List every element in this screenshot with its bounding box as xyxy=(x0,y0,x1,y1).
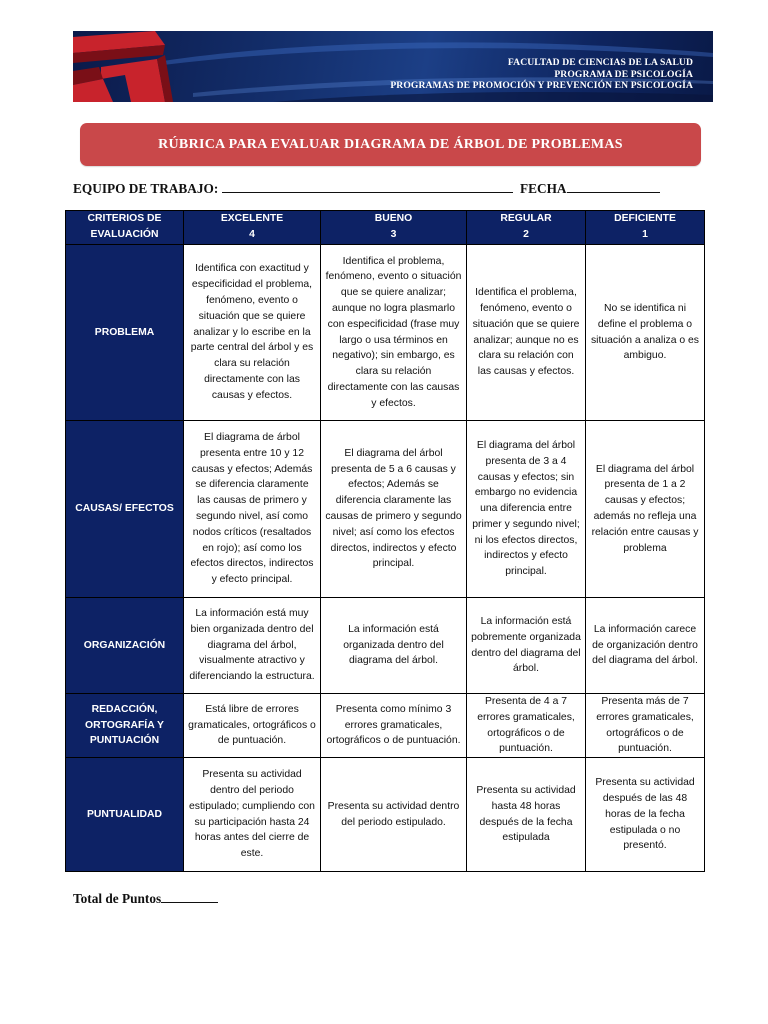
date-label: FECHA xyxy=(519,181,567,196)
table-row xyxy=(66,598,705,694)
cell-problema-bueno: Identifica el problema, fenómeno, evento o situación que se quiere analizar; aunque no logra plasmarlo con especificidad (frase muy largo o usa términos en negativo); sin embargo, es clara su relación directamente con las causas y efectos. xyxy=(321,245,467,421)
total-points-label: Total de Puntos xyxy=(73,891,162,906)
cell-problema-excelente: Identifica con exactitud y especificidad el problema, fenómeno, evento o situación que se quiere analizar y lo escribe en la parte central del árbol y es clara su relación directamente con las causas y efectos. xyxy=(184,245,321,421)
cell-puntualidad-regular: Presenta su actividad hasta 48 horas después de la fecha estipulada xyxy=(467,758,586,872)
cell-puntualidad-bueno: Presenta su actividad dentro del periodo estipulado. xyxy=(321,758,467,872)
rubric-table xyxy=(65,210,705,872)
team-label: EQUIPO DE TRABAJO xyxy=(73,181,214,196)
cell-redaccion-deficiente: Presenta más de 7 errores gramaticales, ortográficos o de puntuación. xyxy=(586,694,705,758)
cell-organizacion-bueno: La información está organizada dentro del diagrama del árbol. xyxy=(321,598,467,694)
table-header-row xyxy=(66,211,705,245)
team-separator: : xyxy=(213,181,219,196)
rubric-title: RÚBRICA PARA EVALUAR DIAGRAMA DE ÁRBOL DE PROBLEMAS xyxy=(80,123,701,166)
criterion-redaccion: REDACCIÓN, ORTOGRAFÍA Y PUNTUACIÓN xyxy=(66,694,184,758)
cell-redaccion-regular: Presenta de 4 a 7 errores gramaticales, ortográficos o de puntuación. xyxy=(467,694,586,758)
criterion-problema: PROBLEMA xyxy=(66,245,184,421)
table-row xyxy=(66,694,705,758)
faculty-header-text xyxy=(390,57,693,92)
criterion-puntualidad: PUNTUALIDAD xyxy=(66,758,184,872)
criterion-organizacion: ORGANIZACIÓN xyxy=(66,598,184,694)
cell-causas-regular: El diagrama del árbol presenta de 3 a 4 causas y efectos; sin embargo no evidencia una diferencia entre primer y segundo nivel; ni los efectos directos, indirectos y efecto principal. xyxy=(467,421,586,598)
cell-puntualidad-deficiente: Presenta su actividad después de las 48 horas de la fecha estipulada o no presentó. xyxy=(586,758,705,872)
cell-causas-bueno: El diagrama del árbol presenta de 5 a 6 causas y efectos; Además se diferencia claramente las causas de primero y segundo nivel; así como los efectos directos, indirectos y efecto principal. xyxy=(321,421,467,598)
team-date-line xyxy=(73,180,660,197)
program-name: PROGRAMA DE PSICOLOGÍA xyxy=(554,68,693,80)
date-blank[interactable] xyxy=(567,180,660,193)
header-regular: REGULAR 2 xyxy=(467,211,586,245)
faculty-name: FACULTAD DE CIENCIAS DE LA SALUD xyxy=(507,57,693,68)
cell-causas-deficiente: El diagrama del árbol presenta de 1 a 2 causas y efectos; además no refleja una relación entre causas y problema xyxy=(586,421,705,598)
cell-redaccion-bueno: Presenta como mínimo 3 errores gramaticales, ortográficos o de puntuación. xyxy=(321,694,467,758)
university-logo-icon xyxy=(73,31,183,102)
table-row xyxy=(66,245,705,421)
criterion-causas-efectos: CAUSAS/ EFECTOS xyxy=(66,421,184,598)
table-row xyxy=(66,758,705,872)
cell-redaccion-excelente: Está libre de errores gramaticales, ortográficos o de puntuación. xyxy=(184,694,321,758)
cell-organizacion-excelente: La información está muy bien organizada dentro del diagrama del árbol, visualmente atractivo y diferenciando la estructura. xyxy=(184,598,321,694)
total-points-blank[interactable] xyxy=(161,891,218,903)
header-deficiente: DEFICIENTE 1 xyxy=(586,211,705,245)
cell-causas-excelente: El diagrama de árbol presenta entre 10 y 12 causas y efectos; Además se diferencia claramente las causas de primero y segundo nivel, así como nodos críticos (resaltados en rojo); así como los efectos directos, indirectos y efecto principal. xyxy=(184,421,321,598)
cell-puntualidad-excelente: Presenta su actividad dentro del periodo estipulado; cumpliendo con su participación hasta 24 horas antes del cierre de este. xyxy=(184,758,321,872)
header-bueno: BUENO 3 xyxy=(321,211,467,245)
programs-subtitle: PROGRAMAS DE PROMOCIÓN Y PREVENCIÓN EN PSICOLOGÍA xyxy=(390,80,693,91)
table-row xyxy=(66,421,705,598)
cell-problema-regular: Identifica el problema, fenómeno, evento o situación que se quiere analizar; aunque no es clara su relación con las causas y efectos. xyxy=(467,245,586,421)
total-points-line xyxy=(73,891,218,907)
cell-organizacion-deficiente: La información carece de organización dentro del diagrama del árbol. xyxy=(586,598,705,694)
cell-organizacion-regular: La información está pobremente organizada dentro del diagrama del árbol. xyxy=(467,598,586,694)
header-banner xyxy=(73,31,713,102)
header-criteria: CRITERIOS DE EVALUACIÓN xyxy=(66,211,184,245)
team-name-blank[interactable] xyxy=(222,180,513,193)
header-excelente: EXCELENTE 4 xyxy=(184,211,321,245)
cell-problema-deficiente: No se identifica ni define el problema o situación a analiza o es ambiguo. xyxy=(586,245,705,421)
